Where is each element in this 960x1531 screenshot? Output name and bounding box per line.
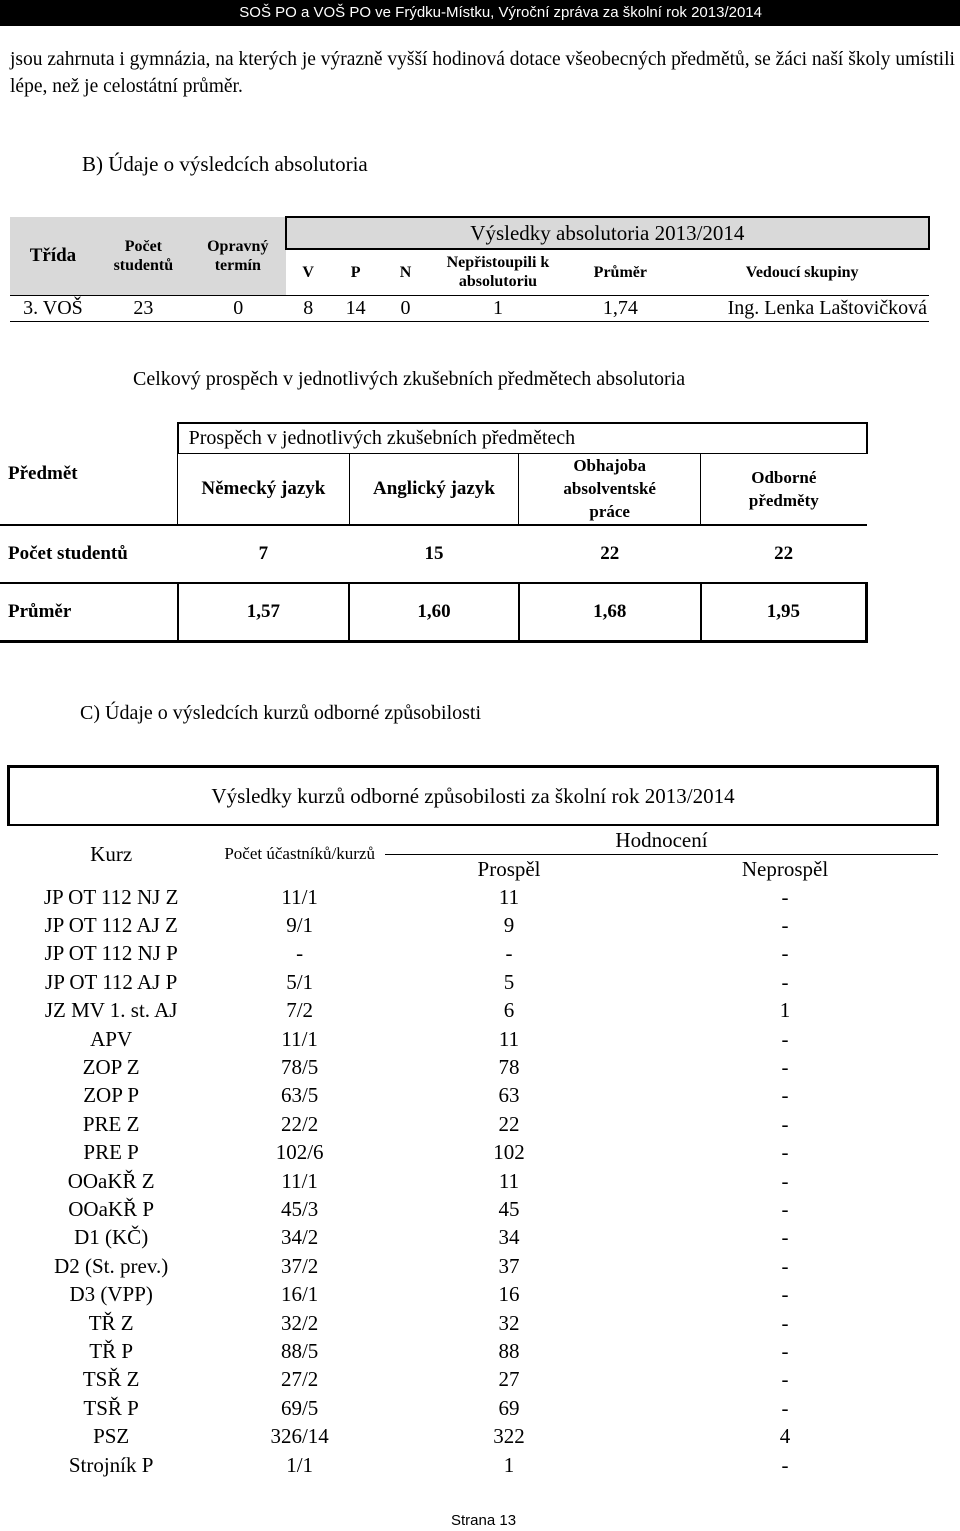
table-row	[9, 1337, 938, 1365]
cell-neprospel: -	[781, 1253, 789, 1278]
col-pocet: Počet účastníků/kurzů	[224, 844, 375, 863]
cell-obhajoba: 1,68	[519, 583, 701, 641]
col-kurz: Kurz	[90, 842, 133, 866]
cell-neprospel: -	[781, 1168, 789, 1193]
cell-kurz: JP OT 112 AJ P	[45, 969, 178, 994]
cell-pocet: 11/1	[281, 1026, 318, 1051]
table-row	[9, 1053, 938, 1081]
cell-neprospel: -	[781, 1395, 789, 1420]
cell-kurz: TSŘ Z	[82, 1367, 140, 1392]
col-nj: Německý jazyk	[178, 453, 350, 525]
table-row	[9, 1166, 938, 1194]
table-row	[0, 525, 867, 583]
cell-pocet: 34/2	[280, 1225, 319, 1250]
cell-prospel: 102	[493, 1140, 525, 1165]
cell-pocet: 102/6	[275, 1140, 324, 1165]
cell-kurz: JP OT 112 AJ Z	[44, 913, 178, 938]
col-hodnoceni: Hodnocení	[385, 825, 937, 855]
cell-neprospel: -	[781, 1338, 789, 1363]
table-row	[9, 1195, 938, 1223]
col-nepristoupili: Nepřistoupili k absolutoriu	[446, 254, 550, 291]
cell-pocet: 1/1	[286, 1452, 314, 1477]
cell-neprospel: -	[781, 1367, 789, 1392]
cell-pocet: 37/2	[280, 1253, 319, 1278]
cell-n: 0	[400, 296, 411, 319]
cell-neprospel: -	[781, 1452, 789, 1477]
col-group: Prospěch v jednotlivých zkušebních předmětech	[178, 423, 867, 453]
col-neprospel: Neprospěl	[741, 856, 829, 881]
cell-prospel: 322	[493, 1424, 525, 1449]
cell-prumer: 1,74	[602, 296, 638, 319]
col-vedouci: Vedoucí skupiny	[745, 263, 859, 281]
header-text: SOŠ PO a VOŠ PO ve Frýdku-Místku, Výroční zpráva za školní rok 2013/2014	[239, 4, 762, 21]
cell-odborne: 22	[774, 543, 794, 564]
cell-kurz: OOaKŘ Z	[67, 1168, 155, 1193]
kurzy-table	[7, 765, 939, 1479]
cell-nj: 1,57	[178, 583, 350, 641]
cell-kurz: PSZ	[93, 1424, 130, 1449]
table-row	[9, 1223, 938, 1251]
col-vysledky: Výsledky absolutoria 2013/2014	[286, 217, 929, 249]
cell-odborne: 1,95	[701, 583, 867, 641]
cell-vedouci: Ing. Lenka Laštovičková	[727, 296, 927, 319]
cell-prospel: 22	[498, 1111, 520, 1136]
cell-neprospel: -	[781, 884, 789, 909]
cell-pocet: 27/2	[280, 1367, 319, 1392]
table-row	[9, 996, 938, 1024]
cell-neprospel: -	[781, 1111, 789, 1136]
col-prospel: Prospěl	[477, 856, 541, 881]
cell-prospel: 34	[498, 1225, 520, 1250]
cell-pocet: 23	[133, 296, 154, 319]
table-row	[9, 1365, 938, 1393]
row-label: Počet studentů	[8, 543, 128, 564]
cell-neprospel: -	[781, 1310, 789, 1335]
cell-prospel: 63	[498, 1083, 520, 1108]
col-opravny: Opravný termín	[191, 217, 286, 295]
table-row	[10, 295, 929, 321]
cell-neprospel: -	[781, 1196, 789, 1221]
cell-opravny: 0	[233, 296, 244, 319]
table-row	[9, 911, 938, 939]
cell-pocet: 11/1	[281, 884, 318, 909]
cell-prospel: 1	[503, 1452, 515, 1477]
cell-pocet: 88/5	[280, 1338, 319, 1363]
cell-kurz: JP OT 112 NJ P	[44, 941, 178, 966]
kurzy-title: Výsledky kurzů odborné způsobilosti za školní rok 2013/2014	[9, 767, 938, 825]
table-row	[9, 1308, 938, 1336]
cell-pocet: 22/2	[280, 1111, 319, 1136]
cell-neprospel: -	[781, 1282, 789, 1307]
cell-prospel: 78	[498, 1055, 520, 1080]
celkovy-title: Celkový prospěch v jednotlivých zkušebních předmětech absolutoria	[133, 368, 686, 390]
cell-neprospel: -	[781, 1026, 789, 1051]
cell-pocet: 16/1	[280, 1282, 319, 1307]
cell-neprospel: -	[781, 1140, 789, 1165]
cell-neprospel: -	[781, 913, 789, 938]
cell-prospel: 32	[498, 1310, 520, 1335]
cell-pocet: -	[296, 941, 304, 966]
cell-prospel: 27	[498, 1367, 520, 1392]
cell-neprospel: -	[781, 1083, 789, 1108]
cell-neprospel: -	[781, 969, 789, 994]
col-predmet: Předmět	[8, 462, 78, 484]
cell-aj: 1,60	[349, 583, 519, 641]
cell-neprospel: -	[781, 941, 789, 966]
cell-kurz: ZOP Z	[82, 1055, 140, 1080]
cell-prospel: -	[505, 941, 513, 966]
table-row	[9, 1024, 938, 1052]
table-row	[9, 1081, 938, 1109]
section-b-title: B) Údaje o výsledcích absolutoria	[82, 152, 368, 176]
cell-prospel: 9	[503, 913, 515, 938]
cell-prospel: 11	[498, 1026, 520, 1051]
section-c-title: C) Údaje o výsledcích kurzů odborné způsobilosti	[80, 702, 482, 724]
cell-neprospel: 1	[779, 998, 791, 1023]
cell-kurz: OOaKŘ P	[68, 1196, 155, 1221]
cell-v: 8	[303, 296, 314, 319]
cell-nj: 7	[258, 543, 269, 564]
table-row	[9, 1138, 938, 1166]
cell-kurz: D1 (KČ)	[74, 1225, 149, 1250]
cell-pocet: 78/5	[280, 1055, 319, 1080]
cell-kurz: ZOP P	[83, 1083, 140, 1108]
table-row	[9, 1280, 938, 1308]
cell-kurz: PRE P	[83, 1140, 139, 1165]
cell-neprospel: 4	[779, 1424, 791, 1449]
absolutorium-table	[10, 216, 930, 322]
cell-kurz: APV	[90, 1026, 133, 1051]
cell-kurz: JZ MV 1. st. AJ	[44, 998, 178, 1023]
col-aj: Anglický jazyk	[349, 453, 519, 525]
cell-kurz: TSŘ P	[83, 1395, 139, 1420]
cell-obhajoba: 22	[600, 543, 620, 564]
cell-p: 14	[345, 296, 366, 319]
table-row	[9, 1450, 938, 1478]
cell-neprospel: -	[781, 1055, 789, 1080]
cell-prospel: 88	[498, 1338, 520, 1363]
page-number: Strana 13	[451, 1512, 517, 1529]
cell-prospel: 6	[503, 998, 515, 1023]
cell-kurz: Strojník P	[68, 1452, 154, 1477]
col-prumer: Průměr	[593, 263, 647, 281]
cell-prospel: 5	[503, 969, 515, 994]
cell-pocet: 7/2	[286, 998, 314, 1023]
cell-pocet: 63/5	[280, 1083, 319, 1108]
cell-prospel: 16	[498, 1282, 520, 1307]
col-v: V	[302, 263, 314, 281]
cell-nepristoupili: 1	[492, 296, 503, 319]
cell-kurz: TŘ Z	[88, 1310, 134, 1335]
table-row	[0, 583, 867, 641]
col-obhajoba: Obhajoba absolventské práce	[519, 453, 701, 525]
cell-pocet: 326/14	[270, 1424, 329, 1449]
prospech-table	[0, 422, 868, 643]
cell-neprospel: -	[781, 1225, 789, 1250]
cell-trida: 3. VOŠ	[23, 296, 83, 319]
cell-kurz: D2 (St. prev.)	[54, 1253, 169, 1278]
cell-prospel: 69	[498, 1395, 520, 1420]
col-odborne: Odborné předměty	[701, 453, 867, 525]
table-row	[9, 883, 938, 911]
cell-prospel: 37	[498, 1253, 520, 1278]
cell-kurz: TŘ P	[89, 1338, 134, 1363]
cell-kurz: D3 (VPP)	[69, 1282, 153, 1307]
cell-pocet: 69/5	[280, 1395, 319, 1420]
cell-pocet: 11/1	[281, 1168, 318, 1193]
cell-aj: 15	[424, 543, 444, 564]
col-n: N	[399, 263, 412, 281]
cell-pocet: 5/1	[286, 969, 314, 994]
table-row	[9, 968, 938, 996]
table-row	[9, 1252, 938, 1280]
cell-pocet: 9/1	[286, 913, 314, 938]
intro-paragraph: jsou zahrnuta i gymnázia, na kterých je výrazně vyšší hodinová dotace všeobecných předmětů, se žáci naší školy umístili lépe, než je celostátní průměr.	[10, 49, 955, 97]
col-pocet: Počet studentů	[96, 217, 191, 295]
cell-kurz: JP OT 112 NJ Z	[43, 884, 179, 909]
cell-kurz: PRE Z	[82, 1111, 140, 1136]
col-trida: Třída	[10, 217, 96, 295]
cell-pocet: 32/2	[280, 1310, 319, 1335]
cell-pocet: 45/3	[280, 1196, 319, 1221]
table-row	[9, 1394, 938, 1422]
table-row	[9, 1110, 938, 1138]
cell-prospel: 45	[498, 1196, 520, 1221]
page-header	[0, 0, 960, 26]
cell-prospel: 11	[498, 1168, 520, 1193]
row-label: Průměr	[8, 600, 72, 622]
table-row	[9, 1422, 938, 1450]
cell-prospel: 11	[498, 884, 520, 909]
table-row	[9, 939, 938, 967]
col-p: P	[350, 263, 361, 281]
